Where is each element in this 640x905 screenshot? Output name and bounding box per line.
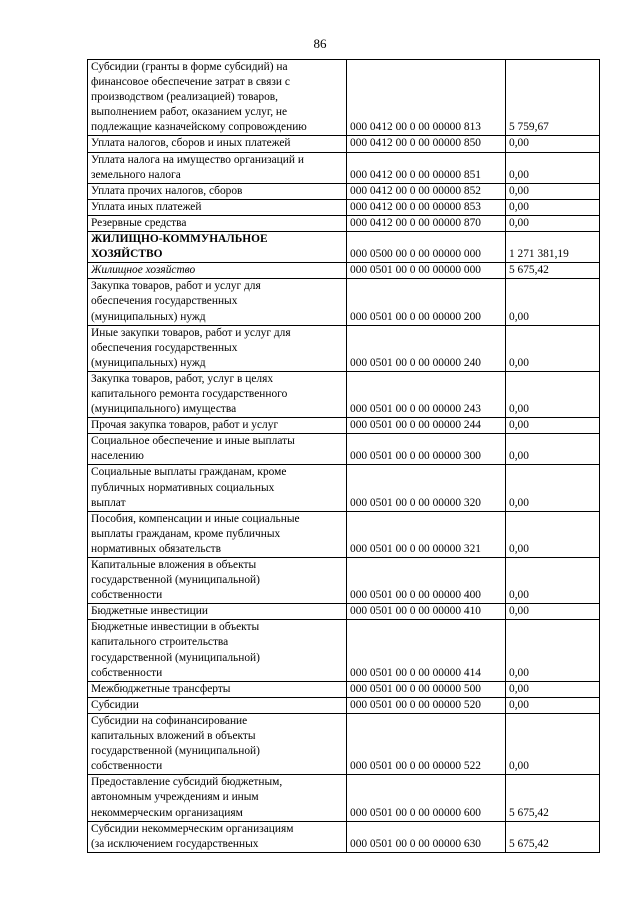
table-row [88,215,600,231]
row-amount-cell: 0,00 [506,465,600,511]
table-row [88,821,600,852]
row-name-cell [88,232,347,263]
row-name-cell [88,371,347,417]
row-name-line: обеспечения государственных [91,295,238,308]
table-row [88,418,600,434]
table-row [88,681,600,697]
row-name-line: ЖИЛИЩНО-КОММУНАЛЬНОЕ [91,233,268,246]
row-name-line: Бюджетные инвестиции в объекты [91,621,260,634]
row-name-line: Прочая закупка товаров, работ и услуг [91,419,279,432]
row-code-cell: 000 0501 00 0 00 00000 520 [347,697,506,713]
table-row [88,775,600,821]
row-name-cell [88,604,347,620]
row-amount-cell: 1 271 381,19 [506,232,600,263]
row-amount-cell: 0,00 [506,279,600,325]
budget-table [87,59,600,853]
row-name-line: капитального строительства [91,636,229,649]
row-amount-cell: 0,00 [506,697,600,713]
page-number: 86 [313,36,327,51]
row-name-line: государственной (муниципальной) [91,574,260,587]
row-name-cell [88,821,347,852]
row-amount-cell: 0,00 [506,434,600,465]
row-amount-cell: 0,00 [506,152,600,183]
row-name-line: обеспечения государственных [91,341,238,354]
row-name-cell [88,215,347,231]
row-name-line: собственности [91,589,163,602]
row-name-cell [88,279,347,325]
table-row [88,60,600,136]
row-name-line: Уплата налога на имущество организаций и [91,153,304,166]
row-name-line: нормативных обязательств [91,542,221,555]
row-amount-cell: 5 675,42 [506,821,600,852]
row-name-line: выполнением работ, оказанием услуг, не [91,106,288,119]
table-row [88,434,600,465]
table-row [88,713,600,774]
row-code-cell: 000 0412 00 0 00 00000 852 [347,183,506,199]
row-name-line: собственности [91,760,163,773]
row-name-cell [88,620,347,681]
row-name-line: капитальных вложений в объекты [91,730,256,743]
table-row [88,263,600,279]
row-name-line: земельного налога [91,168,181,181]
row-code-cell: 000 0412 00 0 00 00000 813 [347,60,506,136]
row-name-line: Социальные выплаты гражданам, кроме [91,466,287,479]
row-code-cell: 000 0501 00 0 00 00000 240 [347,325,506,371]
row-name-line: Закупка товаров, работ и услуг для [91,280,261,293]
row-name-cell [88,136,347,152]
budget-table-body [88,60,600,853]
row-name-cell [88,418,347,434]
row-amount-cell: 0,00 [506,604,600,620]
row-code-cell: 000 0501 00 0 00 00000 243 [347,371,506,417]
table-row [88,558,600,604]
row-name-line: Субсидии [91,698,139,711]
row-code-cell: 000 0501 00 0 00 00000 600 [347,775,506,821]
row-name-cell [88,199,347,215]
row-code-cell: 000 0501 00 0 00 00000 410 [347,604,506,620]
row-code-cell: 000 0501 00 0 00 00000 630 [347,821,506,852]
row-code-cell: 000 0501 00 0 00 00000 000 [347,263,506,279]
table-row [88,152,600,183]
row-name-line: собственности [91,666,163,679]
row-name-cell [88,434,347,465]
row-name-line: населению [91,450,144,463]
row-amount-cell: 0,00 [506,215,600,231]
table-row [88,325,600,371]
table-row [88,279,600,325]
row-code-cell: 000 0501 00 0 00 00000 300 [347,434,506,465]
row-name-line: государственной (муниципальной) [91,651,260,664]
row-name-line: Социальное обеспечение и иные выплаты [91,435,295,448]
row-name-line: Уплата иных платежей [91,200,202,213]
row-name-cell [88,558,347,604]
row-code-cell: 000 0412 00 0 00 00000 870 [347,215,506,231]
row-name-cell [88,775,347,821]
row-name-line: Бюджетные инвестиции [91,605,208,618]
row-name-line: Иные закупки товаров, работ и услуг для [91,326,291,339]
row-name-line: Субсидии некоммерческим организациям [91,822,294,835]
row-name-cell [88,713,347,774]
table-row [88,371,600,417]
row-name-line: (муниципальных) нужд [91,310,206,323]
row-amount-cell: 0,00 [506,713,600,774]
row-name-cell [88,325,347,371]
row-name-line: Предоставление субсидий бюджетным, [91,776,283,789]
row-name-line: ХОЗЯЙСТВО [91,248,163,261]
row-name-line: финансовое обеспечение затрат в связи с [91,76,290,89]
row-name-cell [88,152,347,183]
row-name-line: автономным учреждениям и иным [91,791,259,804]
row-name-line: Жилищное хозяйство [91,264,196,277]
table-row [88,620,600,681]
row-code-cell: 000 0501 00 0 00 00000 522 [347,713,506,774]
row-name-line: (за исключением государственных [91,837,259,850]
row-amount-cell: 0,00 [506,418,600,434]
row-name-line: Закупка товаров, работ, услуг в целях [91,372,274,385]
row-amount-cell: 0,00 [506,511,600,557]
row-code-cell: 000 0501 00 0 00 00000 320 [347,465,506,511]
row-amount-cell: 5 759,67 [506,60,600,136]
row-amount-cell: 0,00 [506,620,600,681]
row-code-cell: 000 0501 00 0 00 00000 414 [347,620,506,681]
row-amount-cell: 5 675,42 [506,263,600,279]
table-row [88,465,600,511]
row-name-cell [88,511,347,557]
row-amount-cell: 0,00 [506,681,600,697]
row-amount-cell: 0,00 [506,183,600,199]
row-name-cell [88,681,347,697]
row-name-line: капитального ремонта государственного [91,387,288,400]
row-code-cell: 000 0501 00 0 00 00000 400 [347,558,506,604]
row-name-line: Капитальные вложения в объекты [91,559,257,571]
row-name-line: Субсидии (гранты в форме субсидий) на [91,61,288,73]
row-name-line: некоммерческим организациям [91,806,243,819]
row-code-cell: 000 0501 00 0 00 00000 244 [347,418,506,434]
row-name-line: (муниципального) имущества [91,403,237,416]
row-code-cell: 000 0412 00 0 00 00000 850 [347,136,506,152]
row-name-line: государственной (муниципальной) [91,745,260,758]
row-name-cell [88,60,347,136]
table-row [88,232,600,263]
row-amount-cell: 0,00 [506,136,600,152]
row-code-cell: 000 0501 00 0 00 00000 500 [347,681,506,697]
row-name-line: производством (реализацией) товаров, [91,91,278,104]
table-row [88,199,600,215]
row-name-cell [88,183,347,199]
row-code-cell: 000 0501 00 0 00 00000 200 [347,279,506,325]
row-code-cell: 000 0412 00 0 00 00000 853 [347,199,506,215]
row-name-line: Резервные средства [91,216,187,229]
row-amount-cell: 0,00 [506,199,600,215]
row-name-line: выплат [91,496,126,509]
row-name-line: Субсидии на софинансирование [91,714,248,727]
row-name-cell [88,465,347,511]
row-code-cell: 000 0412 00 0 00 00000 851 [347,152,506,183]
row-name-line: выплаты гражданам, кроме публичных [91,527,281,540]
row-name-line: (муниципальных) нужд [91,356,206,369]
table-row [88,604,600,620]
row-amount-cell: 0,00 [506,325,600,371]
row-code-cell: 000 0501 00 0 00 00000 321 [347,511,506,557]
row-name-line: Межбюджетные трансферты [91,682,231,695]
row-name-cell [88,263,347,279]
table-row [88,511,600,557]
row-code-cell: 000 0500 00 0 00 00000 000 [347,232,506,263]
row-name-line: Уплата прочих налогов, сборов [91,184,243,197]
row-amount-cell: 0,00 [506,558,600,604]
row-name-line: публичных нормативных социальных [91,481,275,494]
table-row [88,136,600,152]
row-name-line: Пособия, компенсации и иные социальные [91,512,300,525]
row-name-line: подлежащие казначейскому сопровождению [91,121,307,134]
row-name-cell [88,697,347,713]
row-name-line: Уплата налогов, сборов и иных платежей [91,137,291,150]
row-amount-cell: 0,00 [506,371,600,417]
table-row [88,697,600,713]
table-row [88,183,600,199]
row-amount-cell: 5 675,42 [506,775,600,821]
